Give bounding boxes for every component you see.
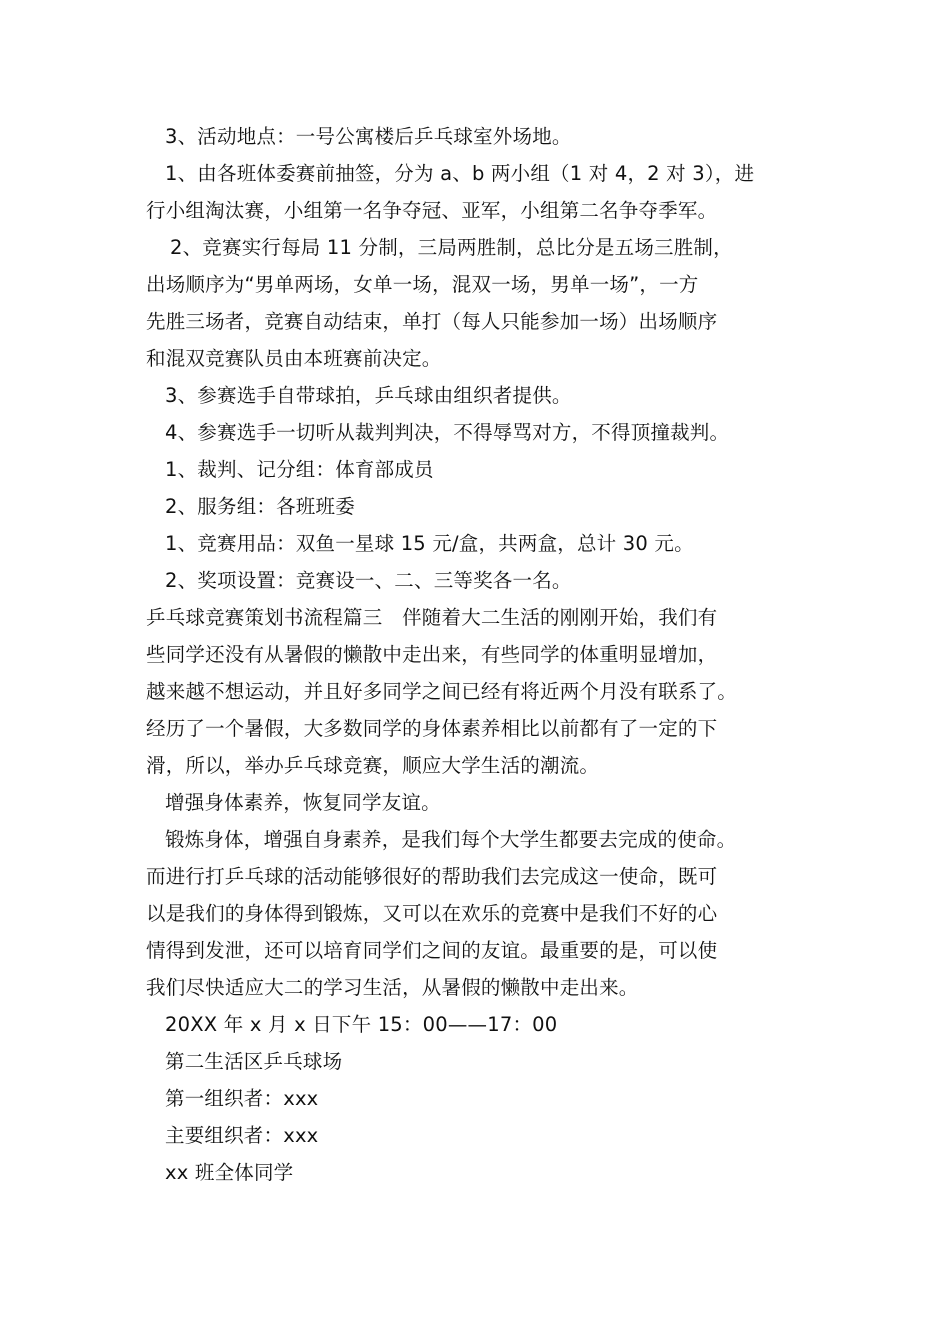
- text-line-awards: 2、奖项设置：竞赛设一、二、三等奖各一名。: [165, 569, 572, 592]
- text-line-rule-2-cont-3: 和混双竞赛队员由本班赛前决定。: [146, 347, 442, 370]
- text-line-section-3-cont-3: 经历了一个暑假，大多数同学的身体素养相比以前都有了一定的下: [146, 717, 718, 740]
- text-line-rule-2-cont-2: 先胜三场者，竞赛自动结束，单打（每人只能参加一场）出场顺序: [146, 310, 718, 333]
- text-line-time: 20XX 年 x 月 x 日下午 15：00——17：00: [165, 1013, 558, 1036]
- text-line-staff-2: 2、服务组：各班班委: [165, 495, 355, 518]
- text-line-rule-4: 4、参赛选手一切听从裁判判决，不得辱骂对方，不得顶撞裁判。: [165, 421, 730, 444]
- text-line-meaning-cont-4: 我们尽快适应大二的学习生活，从暑假的懒散中走出来。: [146, 976, 639, 999]
- text-line-rule-1: 1、由各班体委赛前抽签，分为 a、b 两小组（1 对 4，2 对 3），进: [165, 162, 755, 185]
- text-line-staff-1: 1、裁判、记分组：体育部成员: [165, 458, 434, 481]
- text-line-meaning: 锻炼身体，增强自身素养，是我们每个大学生都要去完成的使命。: [165, 828, 737, 851]
- text-line-venue: 3、活动地点：一号公寓楼后乒乓球室外场地。: [165, 125, 572, 148]
- text-line-meaning-cont-2: 以是我们的身体得到锻炼，又可以在欢乐的竞赛中是我们不好的心: [146, 902, 718, 925]
- text-line-section-3-cont-1: 些同学还没有从暑假的懒散中走出来，有些同学的体重明显增加，: [146, 643, 718, 666]
- document-body: [146, 118, 826, 1191]
- text-line-rule-2: 2、竞赛实行每局 11 分制，三局两胜制，总比分是五场三胜制，: [170, 236, 733, 259]
- text-line-rule-1-cont: 行小组淘汰赛，小组第一名争夺冠、亚军，小组第二名争夺季军。: [146, 199, 718, 222]
- text-line-meaning-cont-3: 情得到发泄，还可以培育同学们之间的友谊。最重要的是，可以使: [146, 939, 718, 962]
- text-line-participants: xx 班全体同学: [165, 1161, 294, 1184]
- text-line-rule-2-cont-1: 出场顺序为“男单两场，女单一场，混双一场，男单一场”，一方: [146, 273, 699, 296]
- text-line-first-organizer: 第一组织者：xxx: [165, 1087, 319, 1110]
- text-line-section-3-cont-2: 越来越不想运动，并且好多同学之间已经有将近两个月没有联系了。: [146, 680, 738, 703]
- text-line-location: 第二生活区乒乓球场: [165, 1050, 343, 1073]
- text-line-rule-3: 3、参赛选手自带球拍，乒乓球由组织者提供。: [165, 384, 572, 407]
- text-line-meaning-cont-1: 而进行打乒乓球的活动能够很好的帮助我们去完成这一使命，既可: [146, 865, 718, 888]
- text-line-main-organizer: 主要组织者：xxx: [165, 1124, 319, 1147]
- text-line-section-3: 乒乓球竞赛策划书流程篇三 伴随着大二生活的刚刚开始，我们有: [146, 606, 718, 629]
- text-line-section-3-cont-4: 滑，所以，举办乒乓球竞赛，顺应大学生活的潮流。: [146, 754, 600, 777]
- text-line-purpose: 增强身体素养，恢复同学友谊。: [165, 791, 441, 814]
- text-line-supplies: 1、竞赛用品：双鱼一星球 15 元/盒，共两盒，总计 30 元。: [165, 532, 694, 555]
